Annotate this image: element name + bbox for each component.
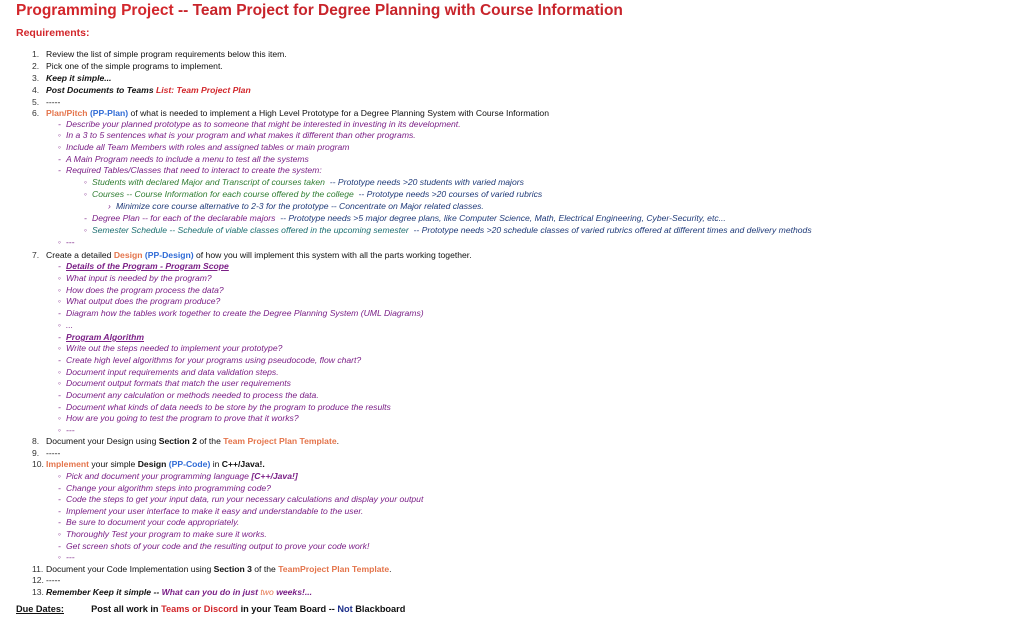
list-item: 11. Document your Code Implementation using Section 3 of the TeamProject Plan Template.	[32, 564, 392, 574]
list-item: ◦ ...	[58, 320, 74, 330]
list-item: ◦ Courses -- Course Information for each course offered by the college -- Prototype needs >20 courses of varied rubrics	[84, 189, 543, 199]
list-item: - A Main Program needs to include a menu to test all the systems	[58, 154, 309, 164]
template-link[interactable]: Team Project Plan Template	[223, 436, 337, 446]
list-item: - Diagram how the tables work together to create the Degree Planning System (UML Diagrams)	[58, 308, 424, 318]
list-item: - Create high level algorithms for your programs using pseudocode, flow chart?	[58, 355, 362, 365]
list-item: ◦ Document input requirements and data validation steps.	[58, 367, 279, 377]
list-item: 8. Document your Design using Section 2 of the Team Project Plan Template.	[32, 436, 339, 446]
list-item: - Required Tables/Classes that need to interact to create the system:	[58, 165, 322, 175]
list-item: - Get screen shots of your code and the resulting output to prove your code work!	[58, 541, 370, 551]
list-item: - Be sure to document your code appropriately.	[58, 517, 240, 527]
list-item: - Implement your user interface to make it easy and understandable to the user.	[58, 506, 364, 516]
list-item: 2. Pick one of the simple programs to implement.	[32, 61, 223, 71]
list-item: ◦ ---	[58, 425, 75, 435]
title-main: Programming Project	[16, 2, 174, 19]
list-item: ◦ Pick and document your programming language [C++/Java!]	[58, 471, 298, 481]
list-item: 7. Create a detailed Design (PP-Design) of how you will implement this system with all the parts working together.	[32, 250, 472, 260]
list-item: › Minimize core course alternative to 2-3 for the prototype -- Concentrate on Major related classes.	[108, 201, 484, 211]
list-item: ◦ How does the program process the data?	[58, 285, 224, 295]
title-sub: -- Team Project for Degree Planning with Course Information	[177, 2, 623, 19]
list-item: 5. -----	[32, 97, 61, 107]
list-item: 4. Post Documents to Teams List: Team Project Plan	[32, 85, 251, 95]
list-item: ◦ How are you going to test the program to prove that it works?	[58, 413, 299, 423]
list-item: ◦ In a 3 to 5 sentences what is your program and what makes it different than other programs.	[58, 130, 416, 140]
list-item: ◦ What output does the program produce?	[58, 296, 221, 306]
list-item: - Details of the Program - Program Scope	[58, 261, 229, 271]
list-item: 1. Review the list of simple program requirements below this item.	[32, 49, 287, 59]
list-item: - Degree Plan -- for each of the declarable majors -- Prototype needs >5 major degree plans, like Computer Science, Math, Electrical Engineering, Cyber-Security, etc...	[84, 213, 726, 223]
list-item: - Change your algorithm steps into programming code?	[58, 483, 271, 493]
due-dates-label: Due Dates:	[16, 604, 64, 614]
list-item: - Program Algorithm	[58, 332, 144, 342]
list-item: - Document what kinds of data needs to be store by the program to produce the results	[58, 402, 391, 412]
list-item: ◦ ---	[58, 552, 75, 562]
teams-discord-link[interactable]: Teams or Discord	[161, 604, 239, 614]
list-item: 13. Remember Keep it simple -- What can you do in just two weeks!...	[32, 587, 313, 597]
due-dates: Due Dates: Post all work in Teams or Discord in your Team Board -- Not Blackboard	[16, 604, 406, 614]
list-item: ◦ What input is needed by the program?	[58, 273, 212, 283]
list-item: ◦ Thoroughly Test your program to make sure it works.	[58, 529, 267, 539]
list-item: ◦ Include all Team Members with roles and assigned tables or main program	[58, 142, 350, 152]
list-item: ◦ Document output formats that match the user requirements	[58, 378, 291, 388]
requirements-heading: Requirements:	[16, 27, 90, 39]
list-item: 12. -----	[32, 575, 61, 585]
list-item: - Code the steps to get your input data, run your necessary calculations and display your output	[58, 494, 424, 504]
list-item: ◦ Students with declared Major and Transcript of courses taken -- Prototype needs >20 students with varied majors	[84, 177, 524, 187]
list-item: 3. Keep it simple...	[32, 73, 112, 83]
template-link[interactable]: TeamProject Plan Template	[278, 564, 390, 574]
page-title	[16, 2, 623, 20]
team-project-plan-link[interactable]: List: Team Project Plan	[156, 85, 251, 95]
list-item: ◦ Semester Schedule -- Schedule of viable classes offered in the upcoming semester -- Prototype needs >20 schedule classes of varied rubrics offered at different times and delivery methods	[84, 225, 812, 235]
list-item: 6. Plan/Pitch (PP-Plan) of what is needed to implement a High Level Prototype for a Degree Planning System with Course Information	[32, 108, 549, 118]
list-item: ◦ Write out the steps needed to implement your prototype?	[58, 343, 283, 353]
list-item: - Describe your planned prototype as to someone that might be interested in investing in its development.	[58, 119, 461, 129]
list-item: ◦ ---	[58, 237, 75, 247]
list-item: - Document any calculation or methods needed to process the data.	[58, 390, 319, 400]
list-item: 9. -----	[32, 448, 61, 458]
list-item: 10. Implement your simple Design (PP-Code) in C++/Java!.	[32, 459, 265, 469]
